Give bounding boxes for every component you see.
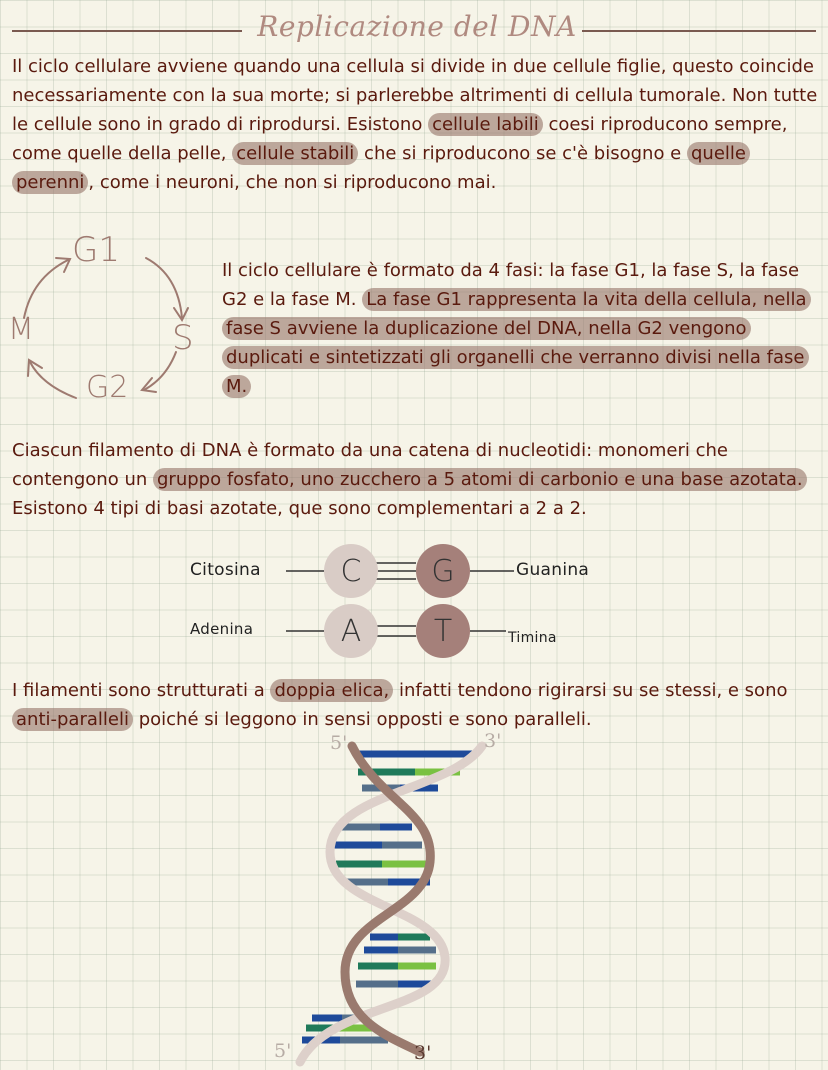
text: Esistono 4 tipi di basi azotate, que sono complementari a 2 a 2. [12,498,587,519]
dna-label-top-right: 3' [484,730,502,752]
phase-g2-label: G2 [86,370,129,405]
base-pair-bonds [180,532,640,672]
highlight-nucleotide-parts: gruppo fosfato, uno zucchero a 5 atomi di carbonio e una base azotata. [153,468,807,491]
base-name-timina: Timina [508,630,557,646]
text: poiché si leggono in sensi opposti e sono paralleli. [138,709,592,730]
highlight-g1-life: La fase G1 rappresenta la vita della cellula, nella [362,288,810,311]
paragraph-cell-cycle-intro [12,52,818,197]
base-name-citosina: Citosina [190,560,261,580]
text: Il ciclo cellulare avviene quando una cellula si divide in due cellule figlie, questo coincide necessariamente con la sua morte; si parlerebbe altrimenti di cellula tumorale. Non tutte le cellule sono in grado di riprodursi. Esistono [12,56,818,135]
phase-m-label: M [8,312,34,347]
highlight-quelle-perenni: quelle perenni [12,142,750,194]
highlight-s-phase: fase S avviene la duplicazione del DNA, nella G2 vengono duplicati e sintetizzati gli organelli che verranno divisi nella fase M. [222,317,809,398]
base-g-circle: G [416,544,470,598]
text: Ciascun filamento di DNA è formato da una catena di nucleotidi: monomeri che contengono un [12,440,728,490]
title-rule-right [582,30,816,32]
highlight-anti-paralleli: anti-paralleli [12,708,133,731]
base-t-circle: T [416,604,470,658]
paragraph-nucleotides [12,436,818,523]
phase-g1-label: G1 [72,230,120,270]
highlight-cellule-labili: cellule labili [428,113,543,136]
dna-helix-drawing [270,732,530,1070]
base-c-circle: C [324,544,378,598]
cell-cycle-diagram [6,230,216,415]
text: che si riproducono se c'è bisogno e [364,143,682,164]
base-a-circle: A [324,604,378,658]
paragraph-cycle-phases [222,256,822,401]
paragraph-double-helix [12,676,818,734]
dna-label-bottom-left: 5' [274,1040,292,1062]
dna-double-helix [270,732,530,1070]
text: I filamenti sono strutturati a [12,680,265,701]
dna-label-bottom-right: 3' [414,1042,432,1064]
highlight-cellule-stabili: cellule stabili [232,142,358,165]
base-name-guanina: Guanina [516,560,590,580]
title-rule-left [12,30,242,32]
text: , come i neuroni, che non si riproducono mai. [88,172,497,193]
arrow-g1-s [146,258,182,318]
text: coesi riproducono sempre, come quelle della pelle, [12,114,788,164]
base-name-adenina: Adenina [190,620,254,638]
text: Il ciclo cellulare è formato da 4 fasi: la fase G1, la fase S, la fase G2 e la fase M. [222,260,800,310]
page-title: Replicazione del DNA [257,10,577,43]
base-pairs-diagram [180,532,640,672]
text: infatti tendono rigirarsi su se stessi, e sono [399,680,788,701]
title-row [12,8,816,48]
highlight-doppia-elica: doppia elica, [270,679,393,702]
phase-s-label: S [172,318,194,358]
dna-label-top-left: 5' [330,732,348,754]
